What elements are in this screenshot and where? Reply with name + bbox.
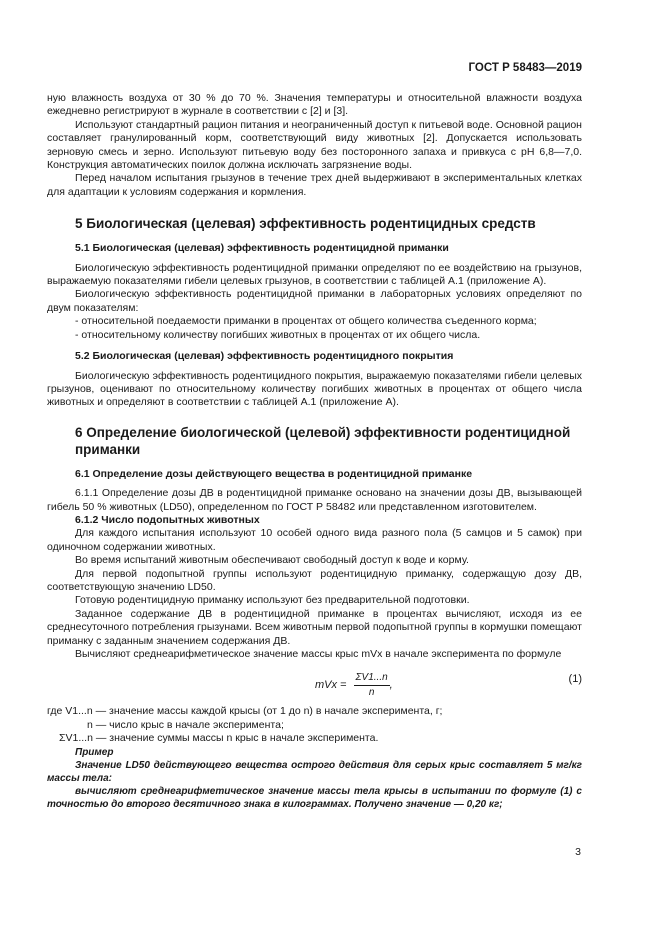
document-code: ГОСТ Р 58483—2019 bbox=[468, 62, 582, 74]
section-5-2-paragraph: Биологическую эффективность родентицидного покрытия, выражаемую показателями гибели целевых грызунов, оценивают по относительному количеству погибших животных в процентах от общего числа животных и определяют в соответствии с таблицей А.1 (приложение А). bbox=[47, 369, 582, 409]
clause-paragraph: Готовую родентицидную приманку используют без предварительной подготовки. bbox=[75, 594, 470, 607]
formula-1 bbox=[47, 667, 582, 697]
bullet-item: - относительной поедаемости приманки в процентах от общего количества съеденного корма; bbox=[75, 315, 537, 328]
intro-paragraph: Перед началом испытания грызунов в течение трех дней выдерживают в экспериментальных клетках для адаптации к условиям содержания и кормления. bbox=[47, 172, 582, 198]
formula-expression bbox=[315, 671, 393, 699]
legend-line: n — число крыс в начале эксперимента; bbox=[87, 718, 284, 731]
formula-fraction bbox=[354, 671, 390, 699]
clause-paragraph: Во время испытаний животным обеспечивают свободный доступ к воде и корму. bbox=[75, 554, 469, 567]
example-block bbox=[47, 746, 582, 811]
section-5-heading: 5 Биологическая (целевая) эффективность родентицидных средств bbox=[75, 216, 536, 232]
formula-number: (1) bbox=[568, 673, 582, 686]
intro-paragraph: ную влажность воздуха от 30 % до 70 %. Значения температуры и относительной влажности воздуха ежедневно регистрируют в журнале в соответствии с [2] и [3]. bbox=[47, 92, 582, 118]
page-number: 3 bbox=[575, 846, 581, 858]
formula-lhs: mVx = bbox=[315, 679, 347, 692]
section-6-1-heading: 6.1 Определение дозы действующего вещества в родентицидной приманке bbox=[75, 467, 473, 480]
section-5-1-heading: 5.1 Биологическая (целевая) эффективность родентицидной приманки bbox=[75, 242, 449, 255]
example-line: Значение LD50 действующего вещества острого действия для серых крыс составляет 5 мг/кг массы тела: bbox=[47, 759, 582, 784]
legend-line: ΣV1...n — значение суммы массы n крыс в начале эксперимента. bbox=[59, 732, 379, 745]
example-label: Пример bbox=[75, 746, 114, 758]
formula-legend bbox=[47, 705, 582, 745]
section-5-1-paragraph: Биологическую эффективность родентицидной приманки в лабораторных условиях определяют по двум показателям: bbox=[47, 288, 582, 314]
section-5-2-heading: 5.2 Биологическая (целевая) эффективность родентицидного покрытия bbox=[75, 350, 454, 363]
formula-denominator: n bbox=[368, 686, 375, 698]
clause-6-1-2-heading: 6.1.2 Число подопытных животных bbox=[75, 513, 260, 526]
clause-paragraph: Для первой подопытной группы используют родентицидную приманку, содержащую дозу ДВ, соответствующую значению LD50. bbox=[47, 567, 582, 593]
bullet-item: - относительному количеству погибших животных в процентах от их общего числа. bbox=[75, 328, 481, 341]
section-6-heading: 6 Определение биологической (целевой) эффективности родентицидной приманки bbox=[75, 424, 571, 457]
clause-paragraph: Вычисляют среднеарифметическое значение массы крыс mVx в начале эксперимента по формуле bbox=[75, 648, 562, 660]
clause-6-1-1: 6.1.1 Определение дозы ДВ в родентицидной приманке основано на значении дозы ДВ, вызывающей гибель 50 % животных (LD50), определенном по ГОСТ Р 58482 или представленном изготовителем. bbox=[47, 487, 582, 513]
formula-numerator: ΣV1...n bbox=[354, 671, 390, 685]
example-line: вычисляют среднеарифметическое значение массы тела крысы в испытании по формуле (1) с точностью до второго десятичного знака в килограммах. Получено значение — 0,20 кг; bbox=[47, 785, 582, 810]
clause-paragraph: Заданное содержание ДВ в родентицидной приманке в процентах вычисляют, исходя из ее среднесуточного потребления грызунами. Всем животным первой подопытной группы в кормушки помещают приманку с заданным значением содержания ДВ. bbox=[47, 607, 582, 647]
intro-paragraph: Используют стандартный рацион питания и неограниченный доступ к питьевой воде. Основной рацион составляет гранулированный корм, соответствующий виду животных [2]. Допускается использовать зерновую смесь и зерно. Используют питьевую воду без посторонного запаха и привкуса с рН 6,8—7,0. Конструкция автоматических поилок должна исключать загрязнение воды. bbox=[47, 118, 582, 172]
section-5-1-paragraph: Биологическую эффективность родентицидной приманки определяют по ее воздействию на грызунов, выражаемую показателями гибели целевых грызунов, в соответствии с таблицей А.1 (приложение А). bbox=[47, 261, 582, 288]
clause-paragraph: Для каждого испытания используют 10 особей одного вида разного пола (5 самцов и 5 самок) при одиночном содержании животных. bbox=[47, 527, 582, 553]
formula-trail: , bbox=[389, 679, 393, 692]
document-body bbox=[47, 92, 582, 811]
legend-line: где V1...n — значение массы каждой крысы (от 1 до n) в начале эксперимента, г; bbox=[47, 705, 443, 718]
